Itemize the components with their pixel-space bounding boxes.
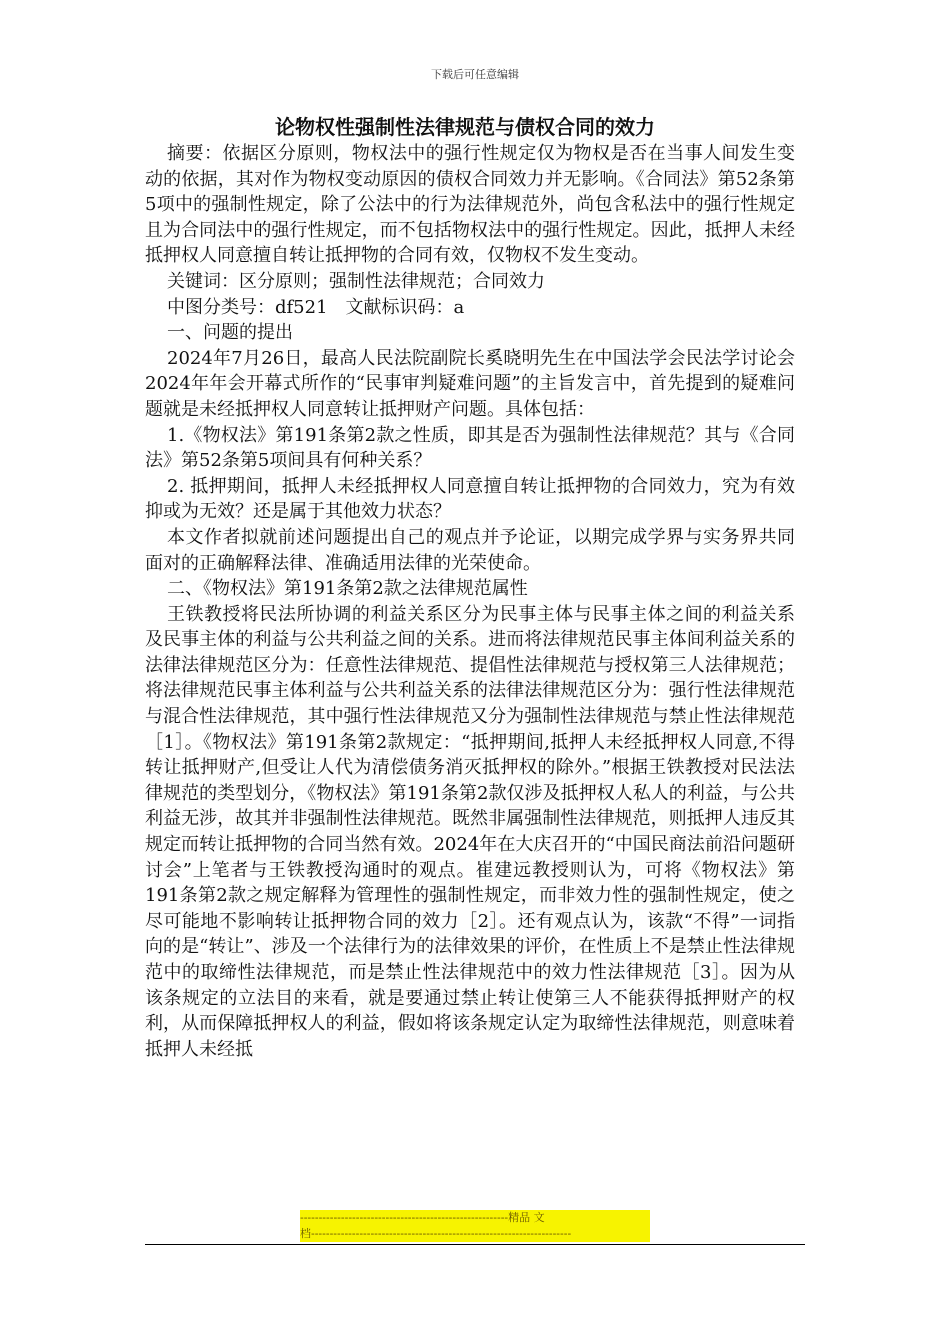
question-item-1: 1.《物权法》第191条第2款之性质，即其是否为强制性法律规范？其与《合同法》第52条第5项间具有何种关系？ [145,424,795,472]
footer-rule [145,1244,805,1245]
footer-line-2: 档---------------------------------------------------------------------- [300,1226,650,1242]
abstract-paragraph: 摘要：依据区分原则，物权法中的强行性规定仅为物权是否在当事人间发生变动的依据，其对作为物权变动原因的债权合同效力并无影响。《合同法》第52条第5项中的强制性规定，除了公法中的行为法律规范外，尚包含私法中的强行性规定且为合同法中的强行性规定，而不包括物权法中的强行性规定。因此，抵押人未经抵押权人同意擅自转让抵押物的合同有效，仅物权不发生变动。 [145,143,795,267]
section-heading-1: 一、问题的提出 [167,322,293,344]
document-title: 论物权性强制性法律规范与债权合同的效力 [275,115,655,139]
section-heading-2: 二、《物权法》第191条第2款之法律规范属性 [167,578,528,600]
header-note: 下载后可任意编辑 [431,68,519,81]
body-paragraph: 本文作者拟就前述问题提出自己的观点并予论证，以期完成学界与实务界共同面对的正确解释法律、准确适用法律的光荣使命。 [145,526,795,574]
footer-banner [300,1210,650,1242]
keywords-line: 关键词：区分原则；强制性法律规范；合同效力 [167,270,545,292]
document-body [145,141,795,1062]
footer-line-1: --------------------------------------------------------精品 文 [300,1210,650,1226]
document-page [145,113,795,1062]
body-paragraph: 王铁教授将民法所协调的利益关系区分为民事主体与民事主体之间的利益关系及民事主体的利益与公共利益之间的关系。进而将法律规范民事主体间利益关系的法律法律规范区分为：任意性法律规范、提倡性法律规范与授权第三人法律规范；将法律规范民事主体利益与公共利益关系的法律法律规范区分为：强行性法律规范与混合性法律规范，其中强行性法律规范又分为强制性法律规范与禁止性法律规范［1］。《物权法》第191条第2款规定：“抵押期间,抵押人未经抵押权人同意,不得转让抵押财产,但受让人代为清偿债务消灭抵押权的除外。”根据王铁教授对民法法律规范的类型划分，《物权法》第191条第2款仅涉及抵押权人私人的利益，与公共利益无涉，故其并非强制性法律规范。既然非属强制性法律规范，则抵押人违反其规定而转让抵押物的合同当然有效。2024年在大庆召开的“中国民商法前沿问题研讨会”上笔者与王铁教授沟通时的观点。崔建远教授则认为，可将《物权法》第191条第2款之规定解释为管理性的强制性规定，而非效力性的强制性规定，使之尽可能地不影响转让抵押物合同的效力［2］。还有观点认为，该款“不得”一词指向的是“转让”、涉及一个法律行为的法律效果的评价，在性质上不是禁止性法律规范中的取缔性法律规范，而是禁止性法律规范中的效力性法律规范［3］。因为从该条规定的立法目的来看，就是要通过禁止转让使第三人不能获得抵押财产的权利，从而保障抵押权人的利益，假如将该条规定认定为取缔性法律规范，则意味着抵押人未经抵 [145,603,795,1060]
body-paragraph: 2024年7月26日，最高人民法院副院长奚晓明先生在中国法学会民法学讨论会2024年年会开幕式所作的“民事审判疑难问题”的主旨发言中，首先提到的疑难问题就是未经抵押权人同意转让抵押财产问题。具体包括： [145,347,795,420]
question-item-2: 2. 抵押期间，抵押人未经抵押权人同意擅自转让抵押物的合同效力，究为有效抑或为无效？还是属于其他效力状态？ [145,475,795,523]
classification-line: 中图分类号：df521 文献标识码：a [167,296,465,318]
